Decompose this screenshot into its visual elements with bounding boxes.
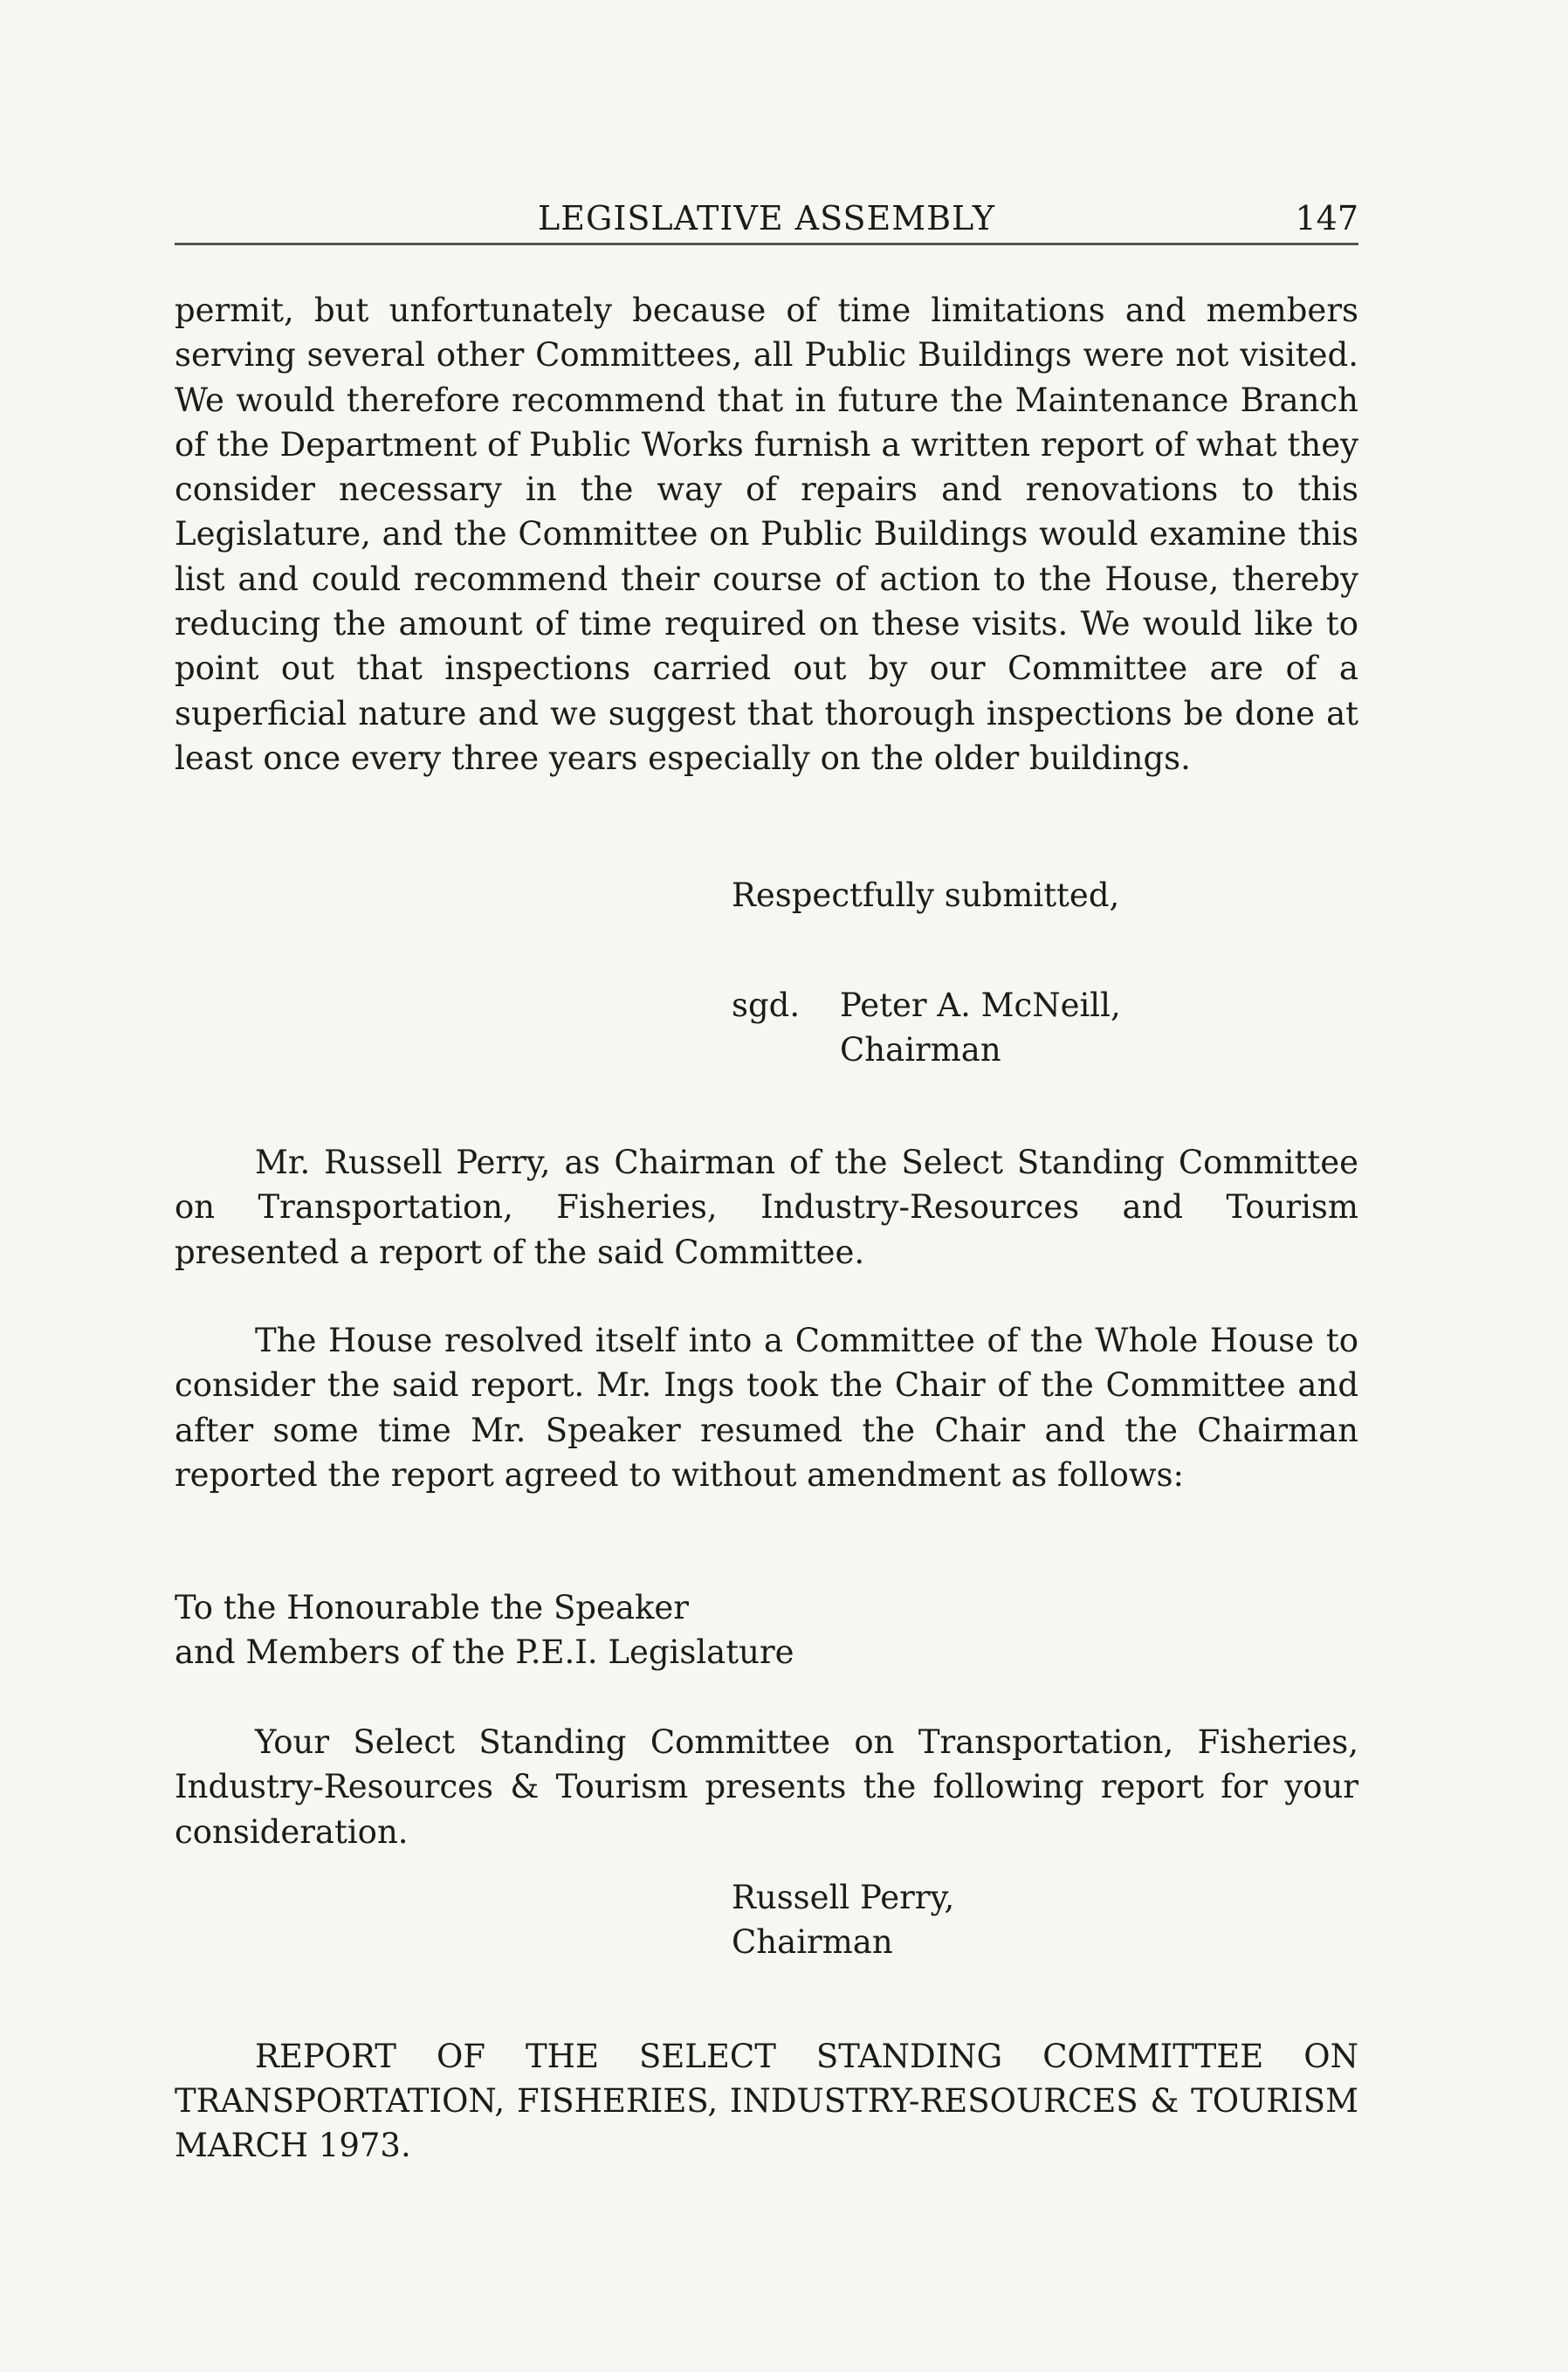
document-page [175, 0, 1358, 2372]
signature-name: Peter A. McNeill, [840, 987, 1121, 1024]
body-paragraph-4: Your Select Standing Committee on Transportation, Fisheries, Industry-Resources & Tourism presents the following report for your consideration. [175, 1723, 1358, 1851]
page-header [175, 194, 1358, 245]
signature-prefix: sgd. [732, 987, 801, 1024]
address-line-2: and Members of the P.E.I. Legislature [175, 1633, 794, 1671]
report-heading: REPORT OF THE SELECT STANDING COMMITTEE ON TRANSPORTATION, FISHERIES, INDUSTRY-RESOURCES & TOURISM MARCH 1973. [175, 2038, 1358, 2164]
signature-title: Chairman [840, 1031, 1001, 1069]
body-paragraph-2: Mr. Russell Perry, as Chairman of the Select Standing Committee on Transportation, Fisheries, Industry-Resources and Tourism presented a report of the said Committee. [175, 1144, 1358, 1271]
address-line-1: To the Honourable the Speaker [175, 1589, 689, 1626]
signature2-title: Chairman [732, 1923, 893, 1961]
body-paragraph-3: The House resolved itself into a Committee of the Whole House to consider the said report. Mr. Ings took the Chair of the Committee and after some time Mr. Speaker resumed the Chair and the Chairman reported the report agreed to without amendment as follows: [175, 1322, 1358, 1494]
page-number: 147 [1295, 199, 1358, 237]
body-paragraph-1: permit, but unfortunately because of time limitations and members serving several other Committees, all Public Buildings were not visited. We would therefore recommend that in future the Maintenance Branch of the Department of Public Works furnish a written report of what they consider necessary in the way of repairs and renovations to this Legislature, and the Committee on Public Buildings would examine this list and could recommend their course of action to the House, thereby reducing the amount of time required on these visits. We would like to point out that inspections carried out by our Committee are of a superficial nature and we suggest that thorough inspections be done at least once every three years especially on the older buildings. [175, 292, 1358, 777]
closing-line: Respectfully submitted, [732, 877, 1120, 914]
running-title: LEGISLATIVE ASSEMBLY [538, 199, 995, 237]
signature2-name: Russell Perry, [732, 1879, 955, 1916]
